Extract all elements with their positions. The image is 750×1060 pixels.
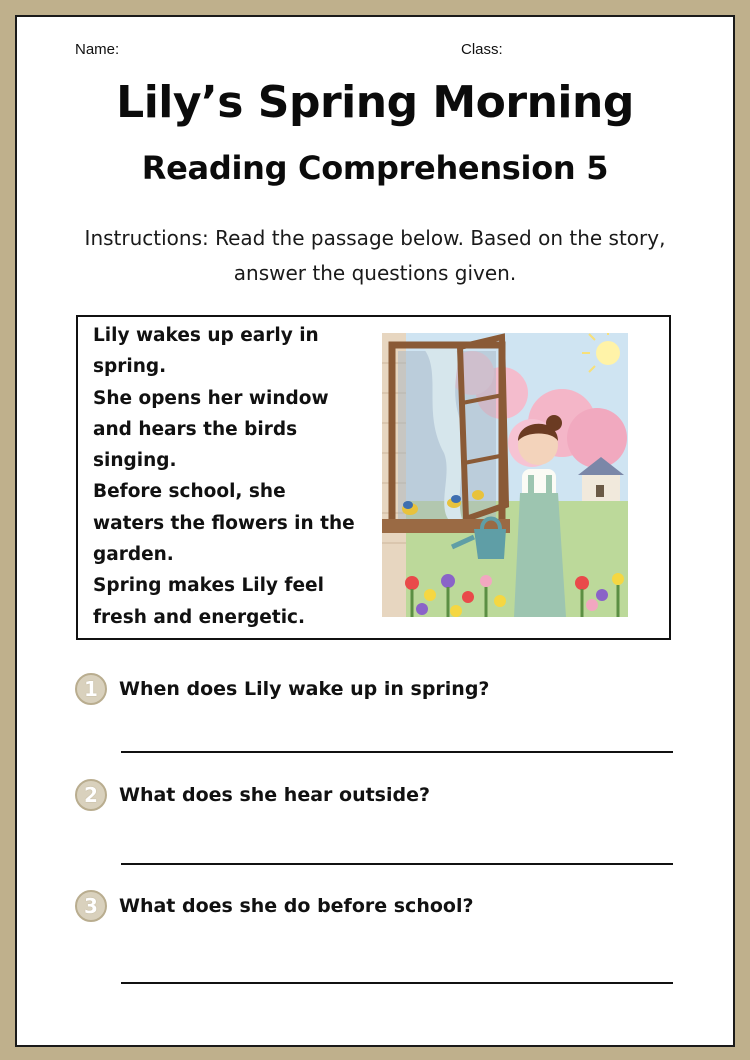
worksheet-subtitle: Reading Comprehension 5 (141, 149, 609, 187)
class-label: Class: (461, 41, 503, 58)
question-3 (75, 890, 474, 922)
story-illustration (382, 333, 628, 617)
instructions-text: Instructions: Read the passage below. Based on the story, answer the questions given. (84, 226, 666, 285)
worksheet-page (15, 15, 735, 1047)
question-number-badge: 3 (75, 890, 107, 922)
worksheet-title: Lily’s Spring Morning (116, 77, 634, 128)
question-text: When does Lily wake up in spring? (119, 678, 490, 700)
answer-line-2[interactable] (121, 863, 673, 865)
question-number-badge: 1 (75, 673, 107, 705)
passage-text: Lily wakes up early in spring. She opens her window and hears the birds singing. Before school, she waters the flowers in the garden. Spring makes Lily feel fresh and energetic. (93, 325, 355, 628)
question-text: What does she hear outside? (119, 784, 431, 806)
answer-line-3[interactable] (121, 982, 673, 984)
question-1 (75, 673, 489, 705)
passage-box (76, 315, 671, 640)
question-text: What does she do before school? (119, 895, 474, 917)
question-2 (75, 779, 430, 811)
answer-line-1[interactable] (121, 751, 673, 753)
question-number-badge: 2 (75, 779, 107, 811)
name-label: Name: (75, 41, 120, 58)
